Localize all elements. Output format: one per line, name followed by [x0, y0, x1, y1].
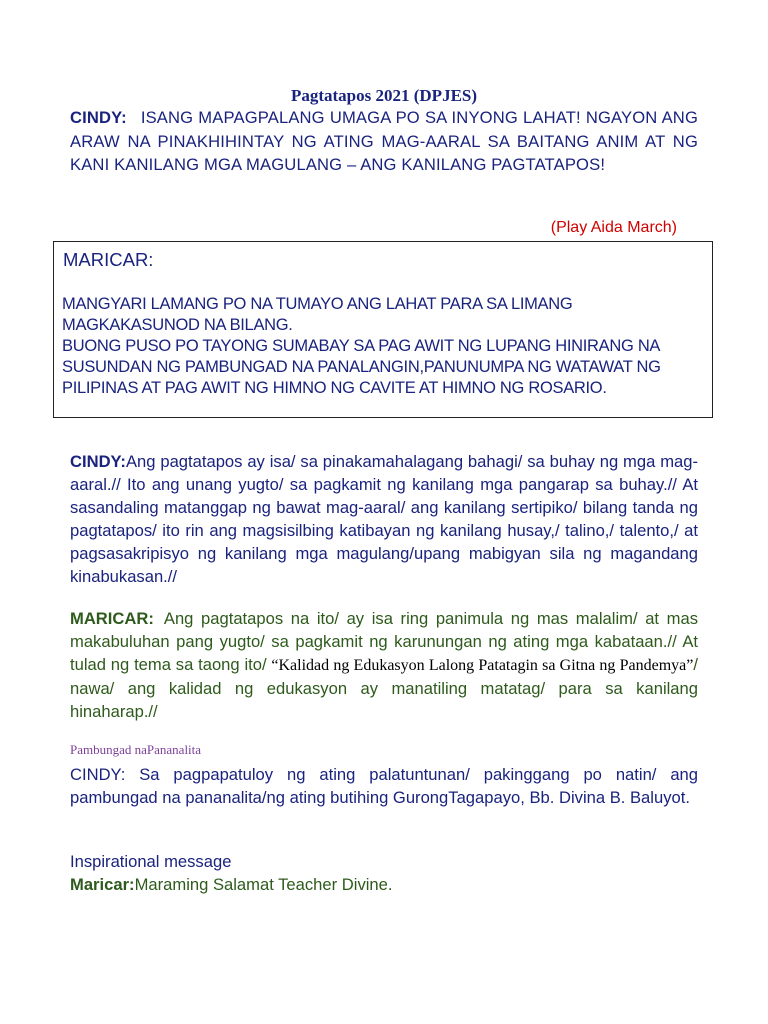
cindy-intro-paragraph	[70, 106, 698, 177]
cindy-speech-text: Ang pagtatapos ay isa/ sa pinakamahalagang bahagi/ sa buhay ng mga mag-aaral.// Ito ang unang yugto/ sa pagkamit ng kanilang mga pangarap sa buhay.// At sasandaling matanggap ng bawat mag-aaral/ ang kanilang sertipiko/ bilang tanda ng pagtatapos/ ito rin ang magsisilbing katibayan ng kanilang husay,/ talino,/ talento,/ at pagsasakripisyo ng kanilang mga magulang/upang mabigyan sila ng magandang kinabukasan.//	[70, 452, 698, 586]
instruction-text	[62, 294, 702, 399]
speaker-cindy: CINDY:	[70, 108, 127, 127]
cindy-introduction-text: CINDY: Sa pagpapatuloy ng ating palatuntunan/ pakinggang po natin/ ang pambungad na pananalita/ng ating butihing GurongTagapayo, Bb. Divina B. Baluyot.	[70, 765, 698, 807]
speaker-maricar: MARICAR:	[70, 609, 154, 628]
speaker-maricar: Maricar:	[70, 875, 135, 894]
document-title: Pagtatapos 2021 (DPJES)	[290, 86, 478, 105]
closing-text: Maraming Salamat Teacher Divine.	[134, 875, 393, 894]
theme-quote: “Kalidad ng Edukasyon Lalong Patatagin sa Gitna ng Pandemya”	[271, 657, 694, 674]
speaker-maricar: MARICAR:	[63, 249, 154, 270]
speaker-cindy: CINDY:	[70, 452, 126, 471]
maricar-speech-paragraph	[70, 607, 698, 723]
cindy-introduction-paragraph	[70, 763, 698, 809]
section-label: Pambungad naPananalita	[70, 742, 202, 757]
maricar-instruction-box	[53, 241, 713, 418]
maricar-speech-text-1: Ang pagtatapos na ito/ ay isa ring panimula ng mas malalim/ at mas makabuluhan pang yugto/ sa pagkamit ng karunungan ng ating mga kabataan.// At tulad ng tema sa taong ito/	[70, 609, 698, 674]
inspirational-label: Inspirational message	[70, 852, 232, 871]
music-cue: (Play Aida March)	[550, 219, 677, 236]
cindy-speech-paragraph	[70, 450, 698, 588]
instruction-line-1: MANGYARI LAMANG PO NA TUMAYO ANG LAHAT PARA SA LIMANG MAGKAKASUNOD NA BILANG.	[62, 295, 573, 334]
closing-line	[70, 875, 393, 895]
maricar-speech-text-2: / nawa/ ang kalidad ng edukasyon ay manatiling matatag/ para sa kanilang hinaharap.//	[70, 655, 698, 721]
cindy-intro-text: ISANG MAPAGPALANG UMAGA PO SA INYONG LAHAT! NGAYON ANG ARAW NA PINAKHIHINTAY NG ATING MAG-AARAL SA BAITANG ANIM AT NG KANI KANILANG MGA MAGULANG – ANG KANILANG PAGTATAPOS!	[70, 108, 698, 174]
instruction-line-2: BUONG PUSO PO TAYONG SUMABAY SA PAG AWIT NG LUPANG HINIRANG NA SUSUNDAN NG PAMBUNGAD NA PANALANGIN,PANUNUMPA NG WATAWAT NG PILIPINAS AT PAG AWIT NG HIMNO NG CAVITE AT HIMNO NG ROSARIO.	[62, 337, 661, 397]
